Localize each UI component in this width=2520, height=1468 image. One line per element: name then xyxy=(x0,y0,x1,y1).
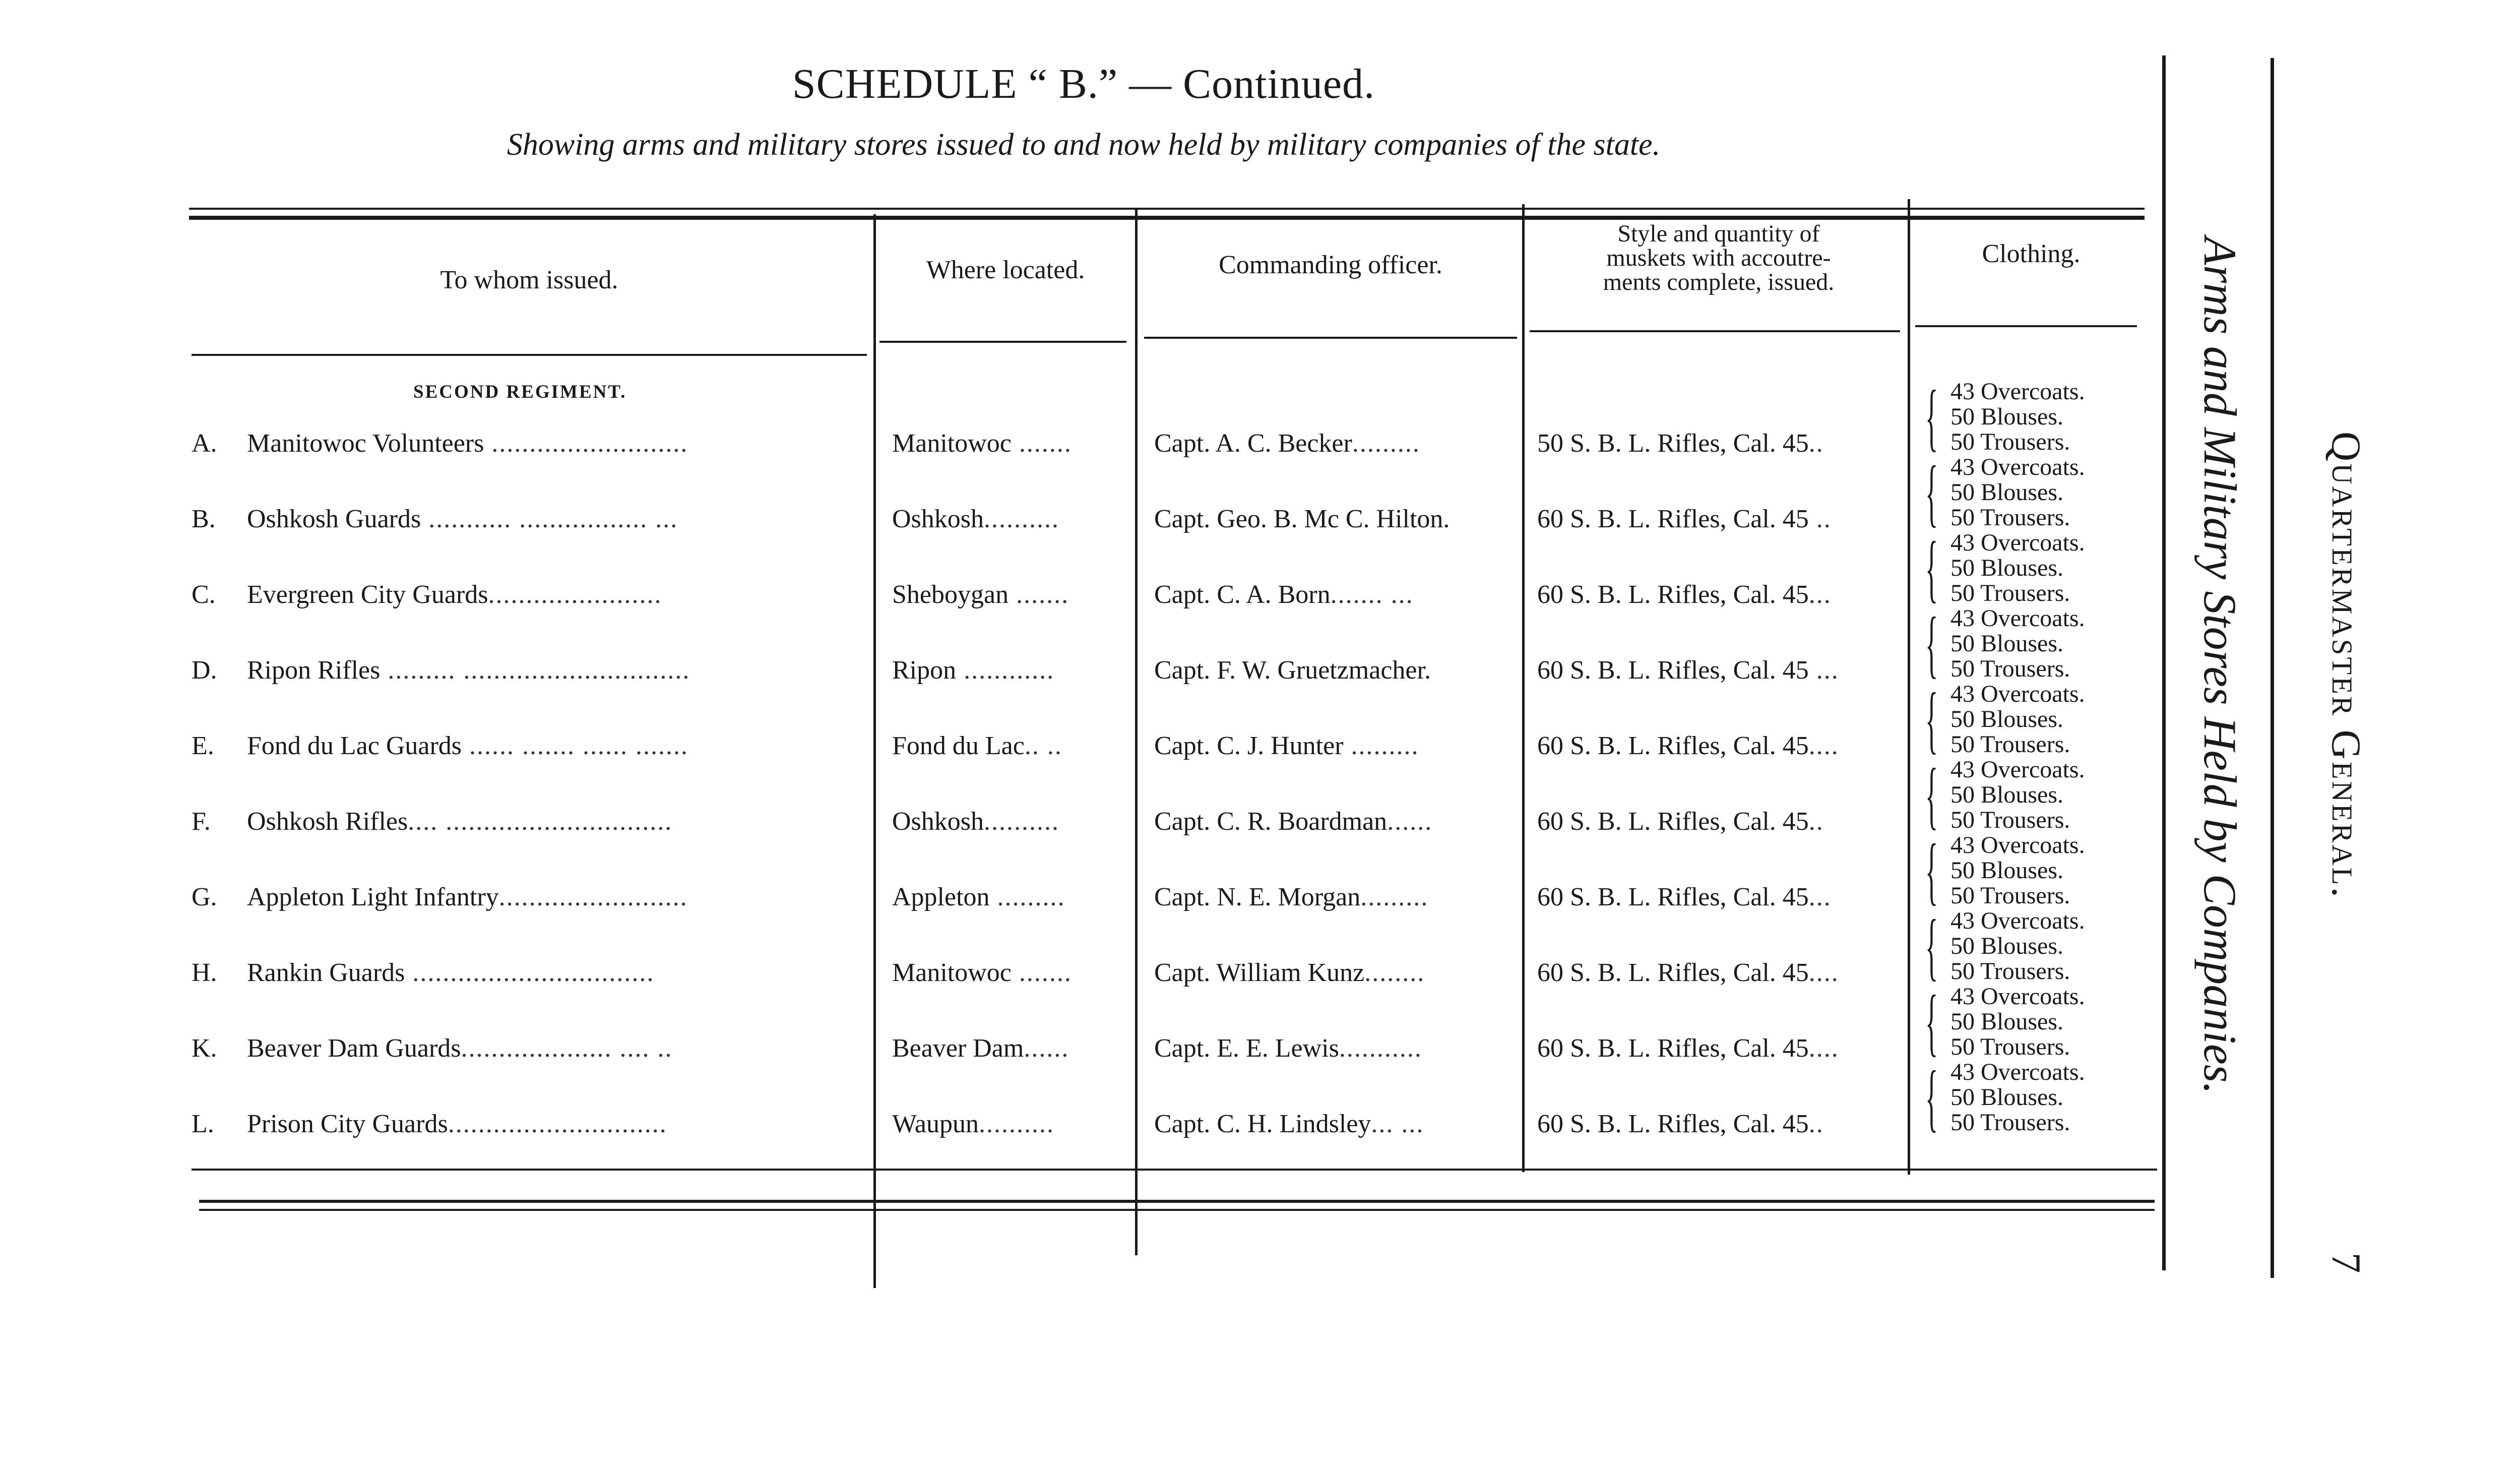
schedule-title: SCHEDULE “ B.” — Continued. xyxy=(792,60,1375,107)
brace-symbol: { xyxy=(1925,904,1938,988)
company-name: Oshkosh Guards ........... ................. ... xyxy=(247,505,678,533)
header-where: Where located. xyxy=(926,256,1085,284)
clothing-item: 43 Overcoats. xyxy=(1950,605,2085,632)
clothing-item: 50 Trousers. xyxy=(1950,655,2070,682)
muskets-issued: 60 S. B. L. Rifles, Cal. 45... xyxy=(1537,883,1832,911)
bottom-rule-thick-1 xyxy=(199,1200,2155,1203)
margin-rule-1 xyxy=(2162,55,2166,1270)
company-location: Oshkosh.......... xyxy=(892,807,1060,836)
muskets-issued: 50 S. B. L. Rifles, Cal. 45.. xyxy=(1537,429,1824,458)
clothing-item: 50 Blouses. xyxy=(1950,403,2064,430)
header-underline-1 xyxy=(192,354,867,356)
table-row xyxy=(0,807,2167,882)
clothing-item: 43 Overcoats. xyxy=(1950,378,2085,405)
commanding-officer: Capt. C. H. Lindsley... ... xyxy=(1154,1110,1424,1138)
header-underline-2 xyxy=(879,341,1126,343)
commanding-officer: Capt. C. R. Boardman...... xyxy=(1154,807,1433,836)
company-letter: A. xyxy=(192,429,217,458)
company-name: Evergreen City Guards....................... xyxy=(247,580,662,609)
company-name: Rankin Guards ................................ xyxy=(247,958,655,987)
header-officer: Commanding officer. xyxy=(1219,251,1442,279)
muskets-issued: 60 S. B. L. Rifles, Cal. 45.. xyxy=(1537,807,1824,836)
header-muskets-line1: Style and quantity of xyxy=(1617,220,1820,247)
muskets-issued: 60 S. B. L. Rifles, Cal. 45.... xyxy=(1537,958,1839,987)
top-rule-thick xyxy=(189,216,2145,220)
table-row xyxy=(0,580,2167,655)
table-row xyxy=(0,1109,2167,1185)
commanding-officer: Capt. C. J. Hunter ......... xyxy=(1154,731,1419,760)
clothing-item: 43 Overcoats. xyxy=(1950,454,2085,480)
clothing-list xyxy=(1925,602,2137,686)
company-name: Appleton Light Infantry......................... xyxy=(247,883,688,911)
commanding-officer: Capt. N. E. Morgan......... xyxy=(1154,883,1429,911)
header-to-whom: To whom issued. xyxy=(440,266,618,294)
company-letter: C. xyxy=(192,580,216,609)
company-name: Oshkosh Rifles.... .............................. xyxy=(247,807,673,836)
muskets-issued: 60 S. B. L. Rifles, Cal. 45.... xyxy=(1537,1034,1839,1063)
side-title: Arms and Military Stores Held by Companies. xyxy=(2194,236,2246,1094)
company-letter: E. xyxy=(192,731,214,760)
clothing-list xyxy=(1925,678,2137,761)
schedule-subtitle: Showing arms and military stores issued to and now held by military companies of the state. xyxy=(507,128,1661,162)
clothing-item: 50 Blouses. xyxy=(1950,857,2064,884)
clothing-list xyxy=(1925,1056,2137,1139)
company-name: Prison City Guards............................. xyxy=(247,1110,667,1138)
clothing-item: 43 Overcoats. xyxy=(1950,529,2085,556)
clothing-list xyxy=(1925,753,2137,837)
commanding-officer: Capt. Geo. B. Mc C. Hilton. xyxy=(1154,505,1450,533)
company-location: Manitowoc ....... xyxy=(892,429,1072,458)
brace-symbol: { xyxy=(1925,602,1938,686)
commanding-officer: Capt. William Kunz........ xyxy=(1154,958,1425,987)
company-letter: L. xyxy=(192,1110,214,1138)
clothing-item: 50 Blouses. xyxy=(1950,1008,2064,1035)
clothing-item: 43 Overcoats. xyxy=(1950,681,2085,707)
clothing-list xyxy=(1925,451,2137,534)
margin-rule-2 xyxy=(2271,58,2274,1278)
commanding-officer: Capt. E. E. Lewis........... xyxy=(1154,1034,1422,1063)
top-rule-thin xyxy=(189,208,2145,210)
muskets-issued: 60 S. B. L. Rifles, Cal. 45... xyxy=(1537,580,1832,609)
company-location: Beaver Dam...... xyxy=(892,1034,1069,1063)
clothing-item: 50 Blouses. xyxy=(1950,630,2064,657)
company-letter: B. xyxy=(192,505,216,533)
commanding-officer: Capt. F. W. Gruetzmacher. xyxy=(1154,656,1431,685)
clothing-item: 50 Blouses. xyxy=(1950,933,2064,959)
company-location: Ripon ............ xyxy=(892,656,1055,685)
clothing-item: 50 Blouses. xyxy=(1950,706,2064,732)
header-underline-5 xyxy=(1915,325,2137,327)
section-heading: SECOND REGIMENT. xyxy=(413,382,627,402)
clothing-item: 50 Trousers. xyxy=(1950,882,2070,909)
company-name: Beaver Dam Guards.................... .... .. xyxy=(247,1034,673,1063)
header-underline-4 xyxy=(1530,330,1900,332)
company-letter: G. xyxy=(192,883,217,911)
page-number: 7 xyxy=(2323,1252,2369,1273)
table-row xyxy=(0,429,2167,504)
brace-symbol: { xyxy=(1925,678,1938,761)
clothing-item: 50 Trousers. xyxy=(1950,1109,2070,1136)
clothing-item: 43 Overcoats. xyxy=(1950,832,2085,859)
company-name: Ripon Rifles ......... .............................. xyxy=(247,656,690,685)
clothing-item: 43 Overcoats. xyxy=(1950,756,2085,783)
clothing-item: 50 Blouses. xyxy=(1950,479,2064,506)
table-row xyxy=(0,882,2167,958)
clothing-item: 50 Trousers. xyxy=(1950,1033,2070,1060)
company-letter: F. xyxy=(192,807,211,836)
clothing-item: 50 Trousers. xyxy=(1950,504,2070,531)
brace-symbol: { xyxy=(1925,375,1938,459)
brace-symbol: { xyxy=(1925,526,1938,610)
company-location: Appleton ......... xyxy=(892,883,1065,911)
bottom-rule-thick-2 xyxy=(199,1209,2155,1211)
header-underline-3 xyxy=(1144,337,1517,339)
clothing-item: 50 Blouses. xyxy=(1950,781,2064,808)
clothing-item: 43 Overcoats. xyxy=(1950,983,2085,1010)
clothing-item: 50 Trousers. xyxy=(1950,807,2070,833)
company-letter: K. xyxy=(192,1034,217,1063)
muskets-issued: 60 S. B. L. Rifles, Cal. 45 .. xyxy=(1537,505,1832,533)
clothing-item: 43 Overcoats. xyxy=(1950,1059,2085,1085)
clothing-list xyxy=(1925,829,2137,912)
brace-symbol: { xyxy=(1925,829,1938,912)
header-muskets-line2: muskets with accoutre- xyxy=(1606,244,1831,271)
brace-symbol: { xyxy=(1925,451,1938,534)
muskets-issued: 60 S. B. L. Rifles, Cal. 45 ... xyxy=(1537,656,1839,685)
clothing-list xyxy=(1925,526,2137,610)
clothing-item: 43 Overcoats. xyxy=(1950,907,2085,934)
muskets-issued: 60 S. B. L. Rifles, Cal. 45.... xyxy=(1537,731,1839,760)
commanding-officer: Capt. C. A. Born....... ... xyxy=(1154,580,1414,609)
bottom-rule-thin xyxy=(192,1169,2157,1171)
running-head: Quartermaster General. xyxy=(2323,431,2369,900)
company-letter: H. xyxy=(192,958,217,987)
clothing-list xyxy=(1925,980,2137,1064)
company-letter: D. xyxy=(192,656,217,685)
company-location: Waupun.......... xyxy=(892,1110,1054,1138)
clothing-list xyxy=(1925,375,2137,459)
table-row xyxy=(0,504,2167,580)
clothing-item: 50 Trousers. xyxy=(1950,958,2070,985)
clothing-list xyxy=(1925,904,2137,988)
header-clothing: Clothing. xyxy=(1982,239,2081,268)
clothing-item: 50 Trousers. xyxy=(1950,429,2070,455)
company-location: Sheboygan ....... xyxy=(892,580,1069,609)
brace-symbol: { xyxy=(1925,753,1938,837)
muskets-issued: 60 S. B. L. Rifles, Cal. 45.. xyxy=(1537,1110,1824,1138)
table-row xyxy=(0,1033,2167,1109)
table-row xyxy=(0,731,2167,807)
table-row xyxy=(0,655,2167,731)
brace-symbol: { xyxy=(1925,1056,1938,1139)
brace-symbol: { xyxy=(1925,980,1938,1064)
table-row xyxy=(0,958,2167,1033)
clothing-item: 50 Blouses. xyxy=(1950,555,2064,581)
company-name: Fond du Lac Guards ...... ....... ...... ....... xyxy=(247,731,689,760)
header-muskets-line3: ments complete, issued. xyxy=(1603,269,1835,295)
company-location: Oshkosh.......... xyxy=(892,505,1060,533)
company-location: Fond du Lac.. .. xyxy=(892,731,1062,760)
header-muskets xyxy=(1527,222,1910,294)
clothing-item: 50 Trousers. xyxy=(1950,580,2070,606)
clothing-item: 50 Trousers. xyxy=(1950,731,2070,758)
clothing-item: 50 Blouses. xyxy=(1950,1084,2064,1111)
company-name: Manitowoc Volunteers .......................... xyxy=(247,429,688,458)
company-location: Manitowoc ....... xyxy=(892,958,1072,987)
commanding-officer: Capt. A. C. Becker......... xyxy=(1154,429,1420,458)
